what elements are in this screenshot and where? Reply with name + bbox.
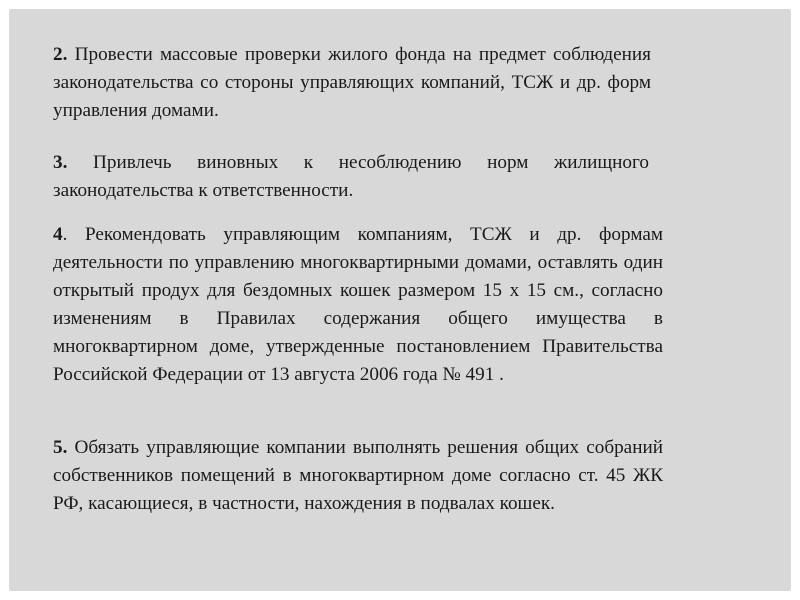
item-number: 3. [53,152,68,173]
item-number: 2. [53,44,68,65]
item-text: Привлечь виновных к несоблюдению норм жилищного законодательства к ответственности. [53,152,650,201]
paragraph-item-3 [53,149,649,205]
paragraph-item-4 [53,221,663,389]
item-number: 4 [53,224,63,245]
item-text: . Рекомендовать управляющим компаниям, ТСЖ и др. формам деятельности по управлению многоквартирными домами, оставлять один открытый продух для бездомных кошек размером 15 х 15 см., согласно изменениям в Правилах содержания общего имущества в многоквартирном доме, утвержденные постановлением Правительства Российской Федерации от 13 августа 2006 года № 491 . [53,224,663,385]
item-number: 5. [53,437,68,458]
item-text: Провести массовые проверки жилого фонда на предмет соблюдения законодательства со стороны управляющих компаний, ТСЖ и др. форм управления домами. [53,44,652,121]
paragraph-item-5 [53,434,663,518]
item-text: Обязать управляющие компании выполнять решения общих собраний собственников помещений в многоквартирном доме согласно ст. 45 ЖК РФ, касающиеся, в частности, нахождения в подвалах кошек. [53,437,663,514]
slide [9,9,791,591]
paragraph-item-2 [53,41,651,125]
